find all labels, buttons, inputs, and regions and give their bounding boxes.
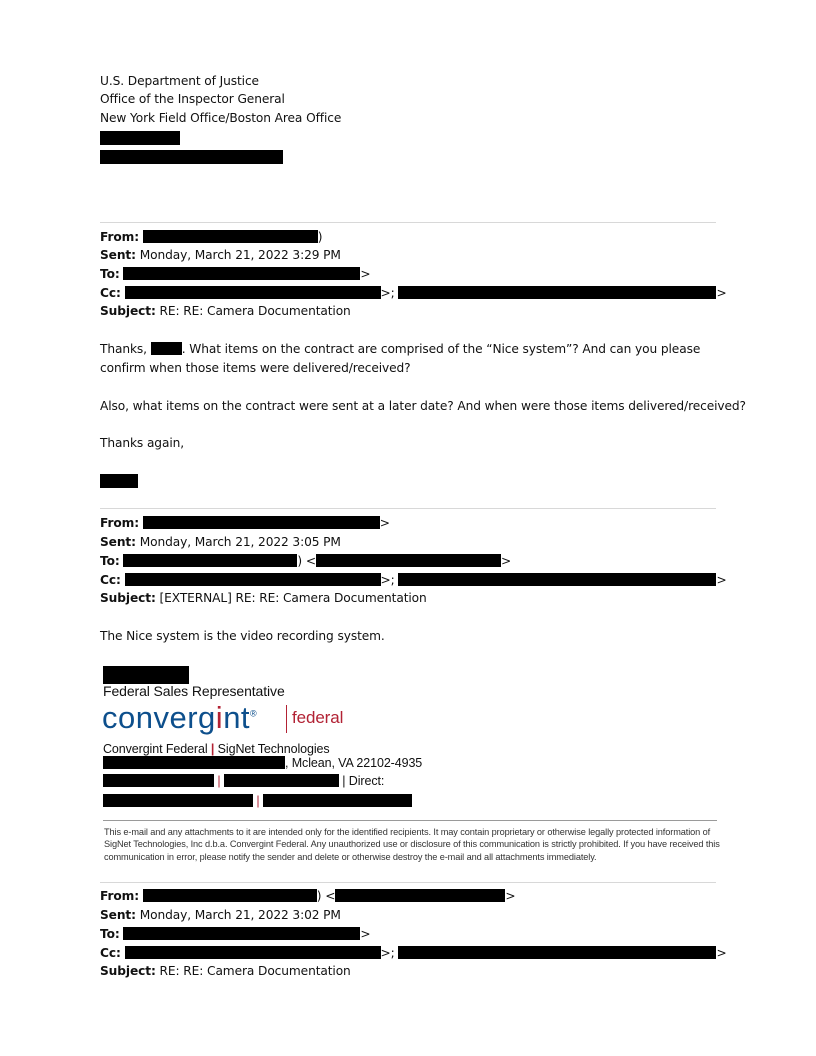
cc-label: Cc: (100, 946, 121, 960)
separator-rule (100, 508, 716, 509)
signature-contact-line (103, 792, 412, 810)
redaction-block (100, 473, 138, 491)
redaction-block (103, 794, 253, 807)
letterhead-line-1: U.S. Department of Justice (100, 74, 259, 88)
sent-value: Monday, March 21, 2022 3:05 PM (139, 535, 341, 549)
sent-value: Monday, March 21, 2022 3:02 PM (139, 908, 341, 922)
to-label: To: (100, 927, 120, 941)
email2-to-line (100, 552, 511, 570)
address-text: , Mclean, VA 22102-4935 (285, 756, 423, 770)
redaction-block (316, 554, 501, 567)
from-suffix: > (505, 889, 516, 903)
subject-value: RE: RE: Camera Documentation (159, 964, 351, 978)
separator-rule (100, 222, 716, 223)
redaction-block (143, 889, 317, 902)
to-label: To: (100, 554, 120, 568)
separator-bar: | (217, 774, 221, 788)
redaction-block (335, 889, 505, 902)
cc-suffix: > (716, 286, 727, 300)
redaction-block (143, 516, 380, 529)
cc-separator: >; (380, 946, 395, 960)
body-text: . What items on the contract are comprised of the “Nice system”? And can you please (181, 342, 701, 356)
logo-divider (286, 705, 287, 733)
convergint-logo (102, 700, 257, 736)
signature-title: Federal Sales Representative (103, 683, 285, 699)
cc-label: Cc: (100, 573, 121, 587)
sent-value: Monday, March 21, 2022 3:29 PM (139, 248, 341, 262)
redaction-block (151, 342, 182, 355)
logo-text: converg (102, 700, 216, 735)
registered-mark: ® (250, 708, 258, 719)
signature-phone-line (103, 772, 384, 790)
company-name: SigNet Technologies (217, 742, 330, 756)
redaction-block (123, 267, 360, 280)
email1-from-line (100, 228, 322, 246)
redaction-block (125, 946, 381, 959)
redaction-block (100, 130, 180, 148)
subject-label: Subject: (100, 591, 156, 605)
separator-rule (100, 882, 716, 883)
body-text: Thanks, (100, 342, 147, 356)
direct-label: | Direct: (342, 774, 385, 788)
redaction-block (100, 149, 283, 167)
from-label: From: (100, 230, 140, 244)
separator-bar: | (210, 742, 215, 756)
sent-label: Sent: (100, 908, 136, 922)
email2-subject-line (100, 589, 427, 607)
redaction-block (103, 774, 214, 787)
redaction-block (398, 946, 716, 959)
to-suffix: > (500, 554, 512, 568)
email1-paragraph-3: Thanks again, (100, 436, 185, 450)
from-suffix: ) (317, 230, 323, 244)
redaction-block (125, 573, 381, 586)
separator-rule (103, 820, 717, 821)
from-label: From: (100, 516, 140, 530)
email3-to-line (100, 925, 371, 943)
email2-from-line (100, 514, 390, 532)
email3-sent-line (100, 906, 341, 924)
email1-subject-line (100, 302, 351, 320)
email1-cc-line (100, 284, 727, 302)
cc-label: Cc: (100, 286, 121, 300)
logo-text: i (215, 700, 224, 735)
cc-separator: >; (380, 286, 395, 300)
redaction-block (398, 573, 716, 586)
email2-sent-line (100, 533, 341, 551)
to-suffix: > (360, 267, 371, 281)
cc-suffix: > (716, 573, 727, 587)
cc-separator: >; (380, 573, 395, 587)
redaction-block (263, 794, 412, 807)
email2-body: The Nice system is the video recording system. (100, 629, 385, 643)
email3-subject-line (100, 962, 351, 980)
letterhead-line-2: Office of the Inspector General (100, 92, 285, 106)
email3-from-line (100, 887, 515, 905)
subject-value: [EXTERNAL] RE: RE: Camera Documentation (159, 591, 427, 605)
to-suffix: > (360, 927, 371, 941)
redaction-block (123, 554, 297, 567)
company-name: Convergint Federal (103, 742, 208, 756)
email1-paragraph-1-cont: confirm when those items were delivered/received? (100, 361, 411, 375)
sent-label: Sent: (100, 248, 136, 262)
legal-disclaimer: This e-mail and any attachments to it are intended only for the identified recipients. It may contain proprietary or otherwise legally protected information of SigNet Technologies, Inc d.b.a. Convergint Federal. Any unauthorized use or disclosure of this communication is strictly prohibited. If you have received this communication in error, please notify the sender and delete or otherwise destroy the e-mail and all attachments immediately. (104, 827, 720, 862)
redaction-block (123, 927, 360, 940)
from-suffix: > (379, 516, 390, 530)
subject-label: Subject: (100, 964, 156, 978)
redaction-block (224, 774, 339, 787)
email1-sent-line (100, 246, 341, 264)
letterhead-line-3: New York Field Office/Boston Area Office (100, 111, 342, 125)
email3-cc-line (100, 944, 727, 962)
redaction-block (103, 756, 285, 769)
email1-to-line (100, 265, 371, 283)
email1-paragraph-1 (100, 340, 700, 358)
redaction-block (398, 286, 716, 299)
subject-value: RE: RE: Camera Documentation (159, 304, 351, 318)
from-label: From: (100, 889, 140, 903)
subject-label: Subject: (100, 304, 156, 318)
from-mid: ) < (316, 889, 336, 903)
cc-suffix: > (716, 946, 727, 960)
logo-text: nt (223, 700, 251, 735)
redaction-block (143, 230, 318, 243)
email2-cc-line (100, 571, 727, 589)
sent-label: Sent: (100, 535, 136, 549)
logo-federal: federal (292, 708, 344, 727)
email1-paragraph-2: Also, what items on the contract were sent at a later date? And when were those items delivered/received? (100, 399, 746, 413)
to-label: To: (100, 267, 120, 281)
redaction-block (125, 286, 381, 299)
separator-bar: | (256, 794, 260, 808)
to-mid: ) < (297, 554, 316, 568)
signature-address-line (103, 754, 422, 772)
